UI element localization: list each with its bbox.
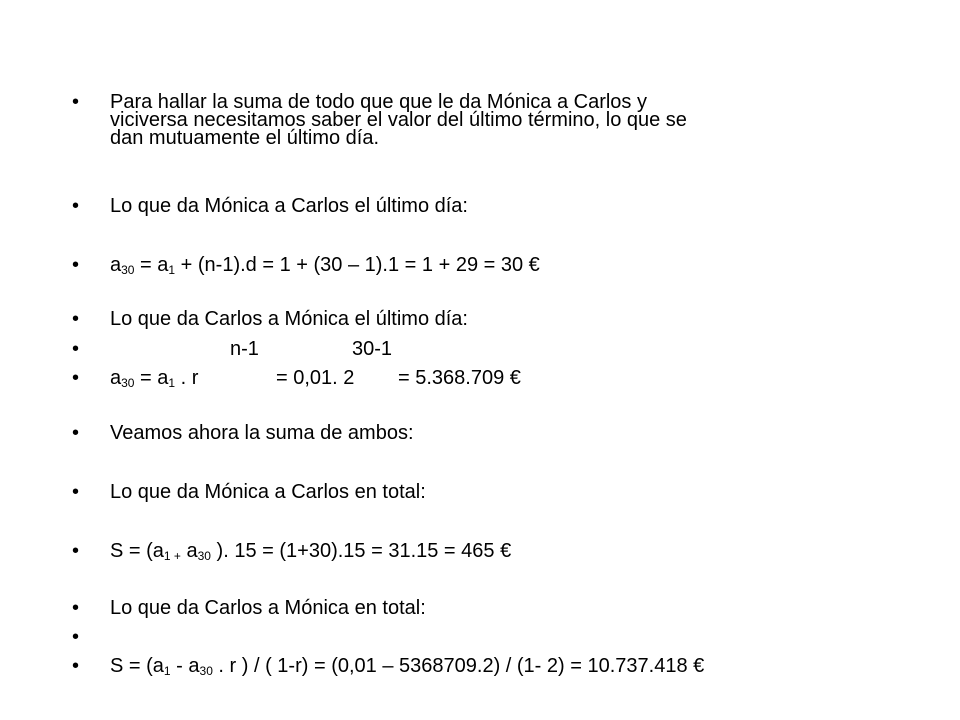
intro-line-3: dan mutuamente el último día. [110, 127, 380, 149]
sum-intro: Veamos ahora la suma de ambos: [110, 422, 414, 444]
arithmetic-term-formula: $a_{30} = a_1 + (n-1).d = 1 + (30 - 1).1 = 1 + 29 = 30$ € [110, 254, 540, 277]
monica-last-day-heading: Lo que da Mónica a Carlos el último día: [110, 195, 468, 217]
geometric-term-result: = 5.368.709 € [398, 367, 521, 389]
geometric-sum-formula: $S = (a_1 - a_{30}$ . r ) / ( 1-r) = (0,01 – 5368709.2) / (1- 2) = 10.737.418 € [110, 655, 705, 678]
exponent-30-1: 30-1 [352, 338, 393, 360]
intro-line-1: Para hallar la suma de todo que que le da Mónica a Carlos y [110, 91, 647, 113]
monica-total-heading: Lo que da Mónica a Carlos en total: [110, 481, 426, 503]
carlos-total-heading: Lo que da Carlos a Mónica en total: [110, 597, 426, 619]
exponent-n-1: n-1 [230, 338, 259, 360]
intro-paragraph [110, 93, 687, 147]
carlos-last-day-heading: Lo que da Carlos a Mónica el último día: [110, 308, 468, 330]
intro-line-2: viciversa necesitamos saber el valor del último término, lo que se [110, 109, 687, 131]
arithmetic-sum-formula: $S = (a_{1 +}$ $a_{30}$ ). 15 = (1+30).15 = 31.15 = 465 € [110, 540, 512, 563]
geometric-term-substitution: = 0,01. 2 [276, 367, 355, 389]
geometric-term-formula: $a_{30} = a_1$ . r [110, 367, 199, 390]
